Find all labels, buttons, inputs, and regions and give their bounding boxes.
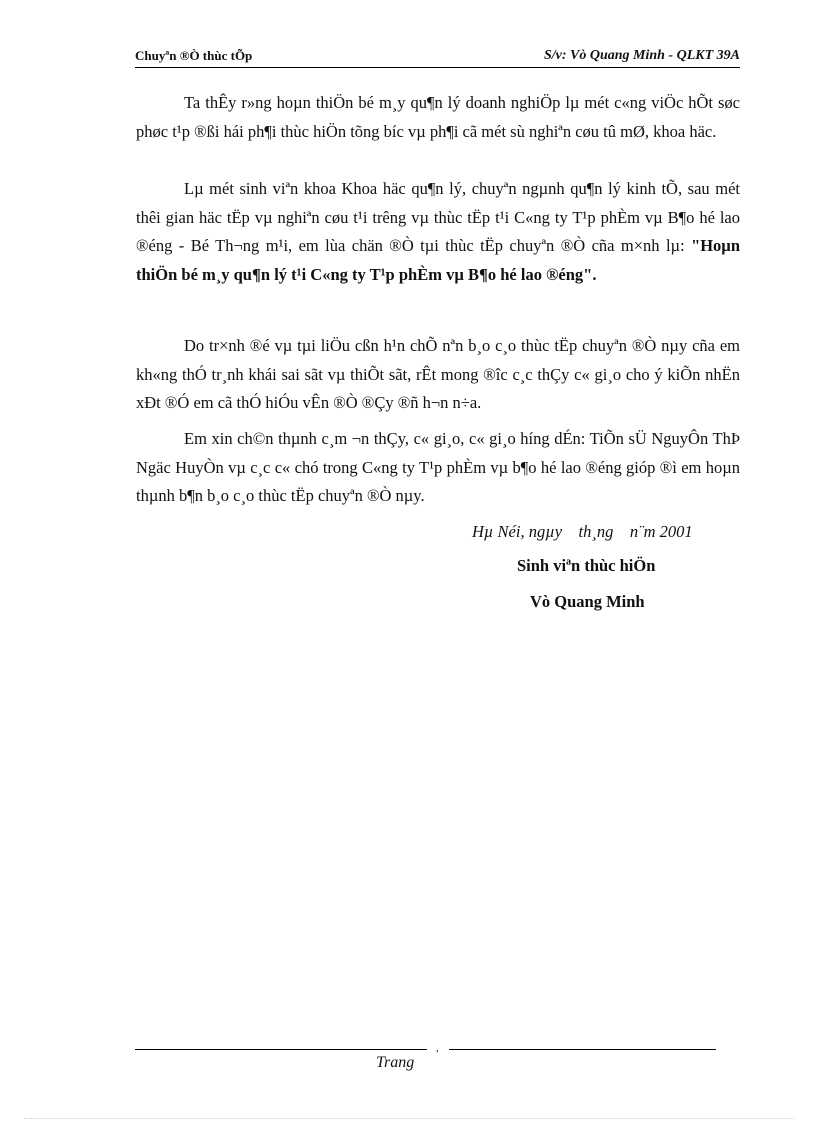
- report-title: "Hoµn thiÖn bé m¸y qu¶n lý t¹i C«ng ty T¹p phÈm vµ B¶o hé lao ®éng".: [136, 236, 740, 284]
- paragraph-topic: [136, 175, 740, 289]
- signature-name: Vò Quang Minh: [530, 592, 645, 611]
- page-bottom-edge: [24, 1118, 794, 1119]
- page-header: [135, 48, 740, 68]
- header-divider: [135, 67, 740, 68]
- paragraph-thanks: Em xin ch©n thµnh c¸m ¬n thÇy, c« gi¸o, c« gi¸o híng dÉn: TiÕn sÜ NguyÔn ThÞ Ngäc HuyÒn vµ c¸c c« chó trong C«ng ty T¹p phÈm vµ b¶o hé lao ®éng gióp ®ì em hoµn thµnh b¶n b¸o c¸o thùc tËp chuyªn ®Ò nµy.: [136, 429, 740, 505]
- footer-page-label: Trang: [376, 1054, 415, 1071]
- footer-divider-left: [135, 1049, 427, 1050]
- header-chapter-title: Chuyªn ®Ò thùc tÕp: [135, 48, 253, 63]
- footer-separator-mark: ,: [436, 1042, 439, 1054]
- paragraph-topic-text: Lµ mét sinh viªn khoa Khoa häc qu¶n lý, chuyªn ngµnh qu¶n lý kinh tÕ, sau mét thêi gian häc tËp vµ nghiªn cøu t¹i trêng vµ thùc tËp t¹i C«ng ty T¹p phÈm vµ B¶o hé lao ®éng - Bé Th¬ng m¹i, em lùa chän ®Ò tµi thùc tËp chuyªn ®Ò cña m×nh lµ:: [136, 179, 740, 255]
- signature-date: Hµ Néi, ngµy th¸ng n¨m 2001: [472, 522, 693, 541]
- paragraph-limitations: Do tr×nh ®é vµ tµi liÖu cßn h¹n chÕ nªn b¸o c¸o thùc tËp chuyªn ®Ò nµy cña em kh«ng thÓ tr¸nh khái sai sãt vµ thiÕt sãt, rÊt mong ®îc c¸c thÇy c« gi¸o cho ý kiÕn nhËn xÐt ®Ó em cã thÓ hiÓu vÊn ®Ò ®Çy ®ñ h¬n n÷a.: [136, 336, 740, 412]
- header-author: S/v: Vò Quang Minh - QLKT 39A: [543, 48, 740, 63]
- signature-title: Sinh viªn thùc hiÖn: [517, 556, 656, 575]
- paragraph-intro: Ta thÊy r»ng hoµn thiÖn bé m¸y qu¶n lý doanh nghiÖp lµ mét c«ng viÖc hÕt søc phøc t¹p ®ßi hái ph¶i thùc hiÖn tõng bíc vµ ph¶i cã mét sù nghiªn cøu tû mØ, khoa häc.: [136, 93, 740, 141]
- footer-divider-right: [449, 1049, 716, 1050]
